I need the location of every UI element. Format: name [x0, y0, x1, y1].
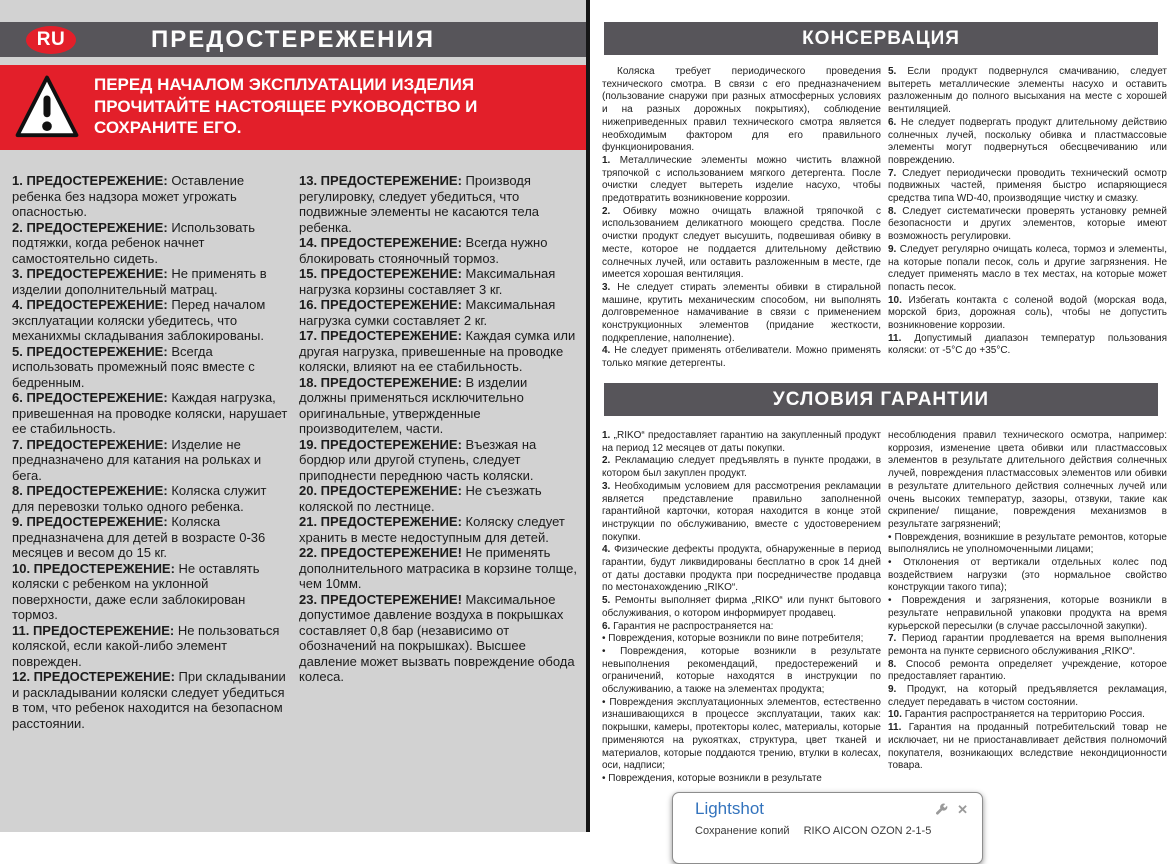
warranty-paragraph: • Повреждения и загрязнения, которые возникли в результате неправильной упаковки продукта на время курьерской пересылки (в случае рассылочной закупки). [888, 595, 1167, 632]
warning-item: 6. ПРЕДОСТЕРЕЖЕНИЕ: Каждая нагрузка, привешенная на проводке коляски, нарушает ее стабильность. [12, 390, 288, 436]
warning-triangle-icon [15, 72, 79, 142]
warning-item: 9. ПРЕДОСТЕРЕЖЕНИЕ: Коляска предназначена для детей в возрасте 0-36 месяцев и весом до 15 кг. [12, 514, 266, 560]
manual-page-left [0, 0, 586, 832]
alert-text: ПЕРЕД НАЧАЛОМ ЭКСПЛУАТАЦИИ ИЗДЕЛИЯ ПРОЧИТАЙТЕ НАСТОЯЩЕЕ РУКОВОДСТВО И СОХРАНИТЕ ЕГО. [94, 75, 478, 137]
maintenance-paragraph: 10. Избегать контакта с соленой водой (морская вода, морской бриз, дорожная соль), чтобы не допустить возникновение коррозии. [888, 294, 1167, 332]
maintenance-header-bar [604, 22, 1158, 55]
warranty-columns [602, 430, 1168, 786]
manual-page-right [586, 0, 1173, 832]
warning-item: 19. ПРЕДОСТЕРЕЖЕНИЕ: Въезжая на бордюр или другой ступень, следует приподнести переднюю часть коляски. [299, 436, 537, 483]
warning-item: 14. ПРЕДОСТЕРЕЖЕНИЕ: Всегда нужно блокировать стояночный тормоз. [299, 235, 548, 266]
maintenance-paragraph: 8. Следует систематически проверять установку ремней безопасности и других элементов, которые имеют возможность регулировки. [888, 205, 1168, 243]
warning-item: 10. ПРЕДОСТЕРЕЖЕНИЕ: Не оставлять коляски с ребенком на уклонной поверхности, даже если заблокирован тормоз. [12, 560, 260, 622]
warning-item: 1. ПРЕДОСТЕРЕЖЕНИЕ: Оставление ребенка без надзора может угрожать опасностью. [12, 173, 245, 219]
warning-item: 4. ПРЕДОСТЕРЕЖЕНИЕ: Перед началом эксплуатации коляски убедитесь, что механихмы складывания заблокированы. [12, 297, 266, 343]
warranty-paragraph: 6. Гарантия не распространяется на: [602, 620, 774, 632]
maintenance-title: КОНСЕРВАЦИЯ [802, 27, 960, 49]
warning-item: 8. ПРЕДОСТЕРЕЖЕНИЕ: Коляска служит для перевозки только одного ребенка. [12, 483, 267, 514]
maintenance-paragraph: 1. Металлические элементы можно чистить влажной тряпочкой с использованием мягкого детергента. После очистки следует вытереть изделие насухо, чтобы предотвратить возникновение коррозии. [602, 154, 881, 205]
maintenance-paragraph: Коляска требует периодического проведения технического смотра. В связи с его предназначением (пользование снаружи при разных атмосферных условиях и на разных дорожных покрытиях), соблюдение нижеприведенных правил технического смотра является необходимым фактором для его правильного функционирования. [602, 66, 881, 154]
warranty-paragraph: 5. Ремонты выполняет фирма „RIKO“ или пункт бытового обслуживания, о котором информирует продавец. [602, 595, 882, 619]
warning-item: 18. ПРЕДОСТЕРЕЖЕНИЕ: В изделии должны применяться исключительно оригинальные, утвержденные производителем, части. [299, 374, 528, 436]
warning-item: 2. ПРЕДОСТЕРЕЖЕНИЕ: Использовать подтяжки, когда ребенок начнет самостоятельно сидеть. [12, 219, 255, 266]
warning-item: 7. ПРЕДОСТЕРЕЖЕНИЕ: Изделие не предназначено для катания на рольках и бега. [12, 436, 262, 483]
warranty-column-1 [602, 430, 881, 786]
warranty-paragraph: • Отклонения от вертикали отдельных колес под воздействием нагрузки (это нормальное свойство конструкции такого типа); [888, 557, 1167, 594]
warnings-title: ПРЕДОСТЕРЕЖЕНИЯ [151, 25, 435, 53]
warranty-column-2 [888, 430, 1167, 786]
warning-item: 22. ПРЕДОСТЕРЕЖЕНИЕ! Не применять дополнительного матрасика в корзине толще, чем 10мм. [299, 545, 578, 591]
warranty-paragraph: 11. Гарантия на проданный потребительский товар не исключает, ни не приостанавливает действия полномочий покупателя, возникающих вследствие некондиционности товара. [888, 722, 1168, 772]
warning-item: 15. ПРЕДОСТЕРЕЖЕНИЕ: Максимальная нагрузка корзины составляет 3 кг. [299, 266, 556, 297]
warning-item: 17. ПРЕДОСТЕРЕЖЕНИЕ: Каждая сумка или другая нагрузка, привешенные на проводке коляски, влияют на ее стабильность. [299, 328, 576, 374]
maintenance-column-2 [888, 66, 1167, 371]
maintenance-paragraph: 3. Не следует стирать элементы обивки в стиральной машине, крутить механическим способом, ни выполнять долговременное намачивание в связи с применением конструкционных элементов (придание жесткости, подкрепление, наполнение). [602, 281, 882, 344]
warning-item: 13. ПРЕДОСТЕРЕЖЕНИЕ: Производя регулировку, следует убедиться, что подвижные элементы не касаются тела ребенка. [299, 173, 540, 235]
maintenance-paragraph: 9. Следует регулярно очищать колеса, тормоз и элементы, на которые попали песок, соль и другие загрязнения. Не следует применять масло в тех местах, на которые может попасть песок. [888, 243, 1168, 293]
warning-item: 16. ПРЕДОСТЕРЕЖЕНИЕ: Максимальная нагрузка сумки составляет 2 кг. [299, 297, 556, 328]
warranty-header-bar [604, 383, 1158, 416]
warnings-column-1 [12, 173, 290, 731]
warning-item: 20. ПРЕДОСТЕРЕЖЕНИЕ: Не съезжать коляской по лестнице. [299, 483, 542, 514]
read-manual-alert-banner [0, 65, 586, 150]
warranty-paragraph: 8. Способ ремонта определяет учреждение, которое предоставляет гарантию. [888, 658, 1167, 683]
warranty-paragraph: 1. „RIKO“ предоставляет гарантию на закупленный продукт на период 12 месяцев от даты покупки. [602, 430, 881, 454]
language-badge-ru: RU [26, 26, 76, 54]
warnings-column-2 [299, 173, 577, 731]
warning-item: 23. ПРЕДОСТЕРЕЖЕНИЕ! Максимальное допустимое давление воздуха в покрышках составляет 0,8 бар (независимо от обозначений на покрышках). Высшее давление может вызвать повреждение обода колеса. [299, 591, 575, 684]
warranty-paragraph: 2. Рекламацию следует предъявлять в пункте продажи, в котором был закуплен продукт. [602, 455, 882, 480]
warranty-paragraph: 10. Гарантия распространяется на территорию Россия. [888, 709, 1145, 721]
maintenance-paragraph: 7. Следует периодически проводить технический осмотр подвижных частей, применяя быстро испаряющиеся средства типа WD-40, производящие чистку и смазку. [888, 167, 1167, 205]
warranty-paragraph: 9. Продукт, на который предъявляется рекламация, следует передавать в чистом состоянии. [888, 684, 1167, 708]
lightshot-app-title: Lightshot [695, 799, 764, 818]
lightshot-status-text: Сохранение копий [695, 825, 790, 837]
warranty-paragraph: несоблюдения правил технического осмотра, например: коррозия, изменение цвета обивки или пластмассовых элементов в результате длительного действия солнечных лучей, повреждения пластмассовых элементов или обивки в результате длительного действия солнечных лучей или очень высоких температур, зазоры, отзвуки, такие как скрипение/ пищание, повреждения механизмов в результате загрязнений; [888, 430, 1167, 530]
warranty-paragraph: 3. Необходимым условием для рассмотрения рекламации является представление правильно заполненной гарантийной карточки, которая находится в конце этой инструкции по обслуживанию, вместе с удостоверением покупки. [602, 480, 881, 543]
lightshot-status-row [673, 819, 982, 837]
warning-item: 3. ПРЕДОСТЕРЕЖЕНИЕ: Не применять в изделии дополнительный матрац. [12, 266, 267, 297]
warning-item: 21. ПРЕДОСТЕРЕЖЕНИЕ: Коляску следует хранить в месте недоступным для детей. [299, 514, 565, 545]
maintenance-paragraph: 6. Не следует подвергать продукт длительному действию солнечных лучей, поскольку обивка и пластмассовые элементы могут подвернуться обесцвечиванию или повреждению. [888, 116, 1168, 166]
maintenance-paragraph: 11. Допустимый диапазон температур пользования коляски: от -5°С до +35°С. [888, 332, 1167, 357]
maintenance-paragraph: 4. Не следует применять отбеливатели. Можно применять только мягкие детергенты. [602, 345, 881, 370]
lightshot-window[interactable] [672, 792, 983, 864]
warning-item: 11. ПРЕДОСТЕРЕЖЕНИЕ: Не пользоваться коляской, если какой-либо элемент поврежден. [12, 622, 280, 669]
warnings-header-bar [0, 22, 586, 57]
maintenance-paragraph: 5. Если продукт подвернулся смачиванию, следует вытереть металлические элементы насухо и оставить разложенным до полного высыхания на месте с хорошей вентиляцией. [888, 66, 1168, 116]
warranty-paragraph: • Повреждения, которые возникли в результате невыполнения рекомендаций, предостережений и ограничений, которые находятся в инструкции по обслуживанию, а также на элементах продукта; [602, 645, 881, 696]
lightshot-filename: RIKO AICON OZON 2-1-5 [803, 825, 932, 837]
lightshot-titlebar [673, 793, 982, 819]
warning-item: 12. ПРЕДОСТЕРЕЖЕНИЕ: При складывании и раскладывании коляски следует убедиться в том, что ребенок находится на безопасном расстоянии. [12, 669, 286, 731]
warning-item: 5. ПРЕДОСТЕРЕЖЕНИЕ: Всегда использовать промежный пояс вместе с бедренным. [12, 343, 255, 390]
warranty-paragraph: • Повреждения, возникшие в результате ремонтов, которые выполнялись не уполномоченными лицами; [888, 531, 1167, 556]
maintenance-paragraph: 2. Обивку можно очищать влажной тряпочкой с использованием деликатного моющего средства. После очистки продукт следует высушить, подвешивая обивку в месте, которое не поддается длительному действию солнечных лучей, или оставить разложенным в месте, где имеется хорошая вентиляция. [602, 205, 881, 281]
warranty-paragraph: 4. Физические дефекты продукта, обнаруженные в период гарантии, будут ликвидированы бесплатно в срок 14 дней от даты доставки продукта при посредничестве продавца по местонахождению „RIKO“. [602, 544, 882, 594]
maintenance-columns [602, 66, 1168, 371]
settings-wrench-icon[interactable] [935, 803, 948, 816]
warranty-paragraph: • Повреждения эксплуатационных элементов, естественно изнашивающихся в процессе эксплуатации, таких как: покрышки, камеры, протекторы колес, материалы, которые применяются на рукоятках, структура, цвет тканей и материалов, которые поддаются трению, втулки в колесах, оси, надписи; [602, 696, 881, 772]
warranty-paragraph: • Повреждения, которые возникли в результате [602, 772, 822, 784]
warranty-paragraph: 7. Период гарантии продлевается на время выполнения ремонта на пункте сервисного обслуживания „RIKO“. [888, 633, 1167, 657]
warranty-title: УСЛОВИЯ ГАРАНТИИ [772, 388, 990, 410]
warnings-columns [12, 173, 578, 731]
close-icon[interactable]: ✕ [957, 802, 968, 817]
maintenance-column-1 [602, 66, 881, 371]
warranty-paragraph: • Повреждения, которые возникли по вине потребителя; [602, 633, 864, 645]
